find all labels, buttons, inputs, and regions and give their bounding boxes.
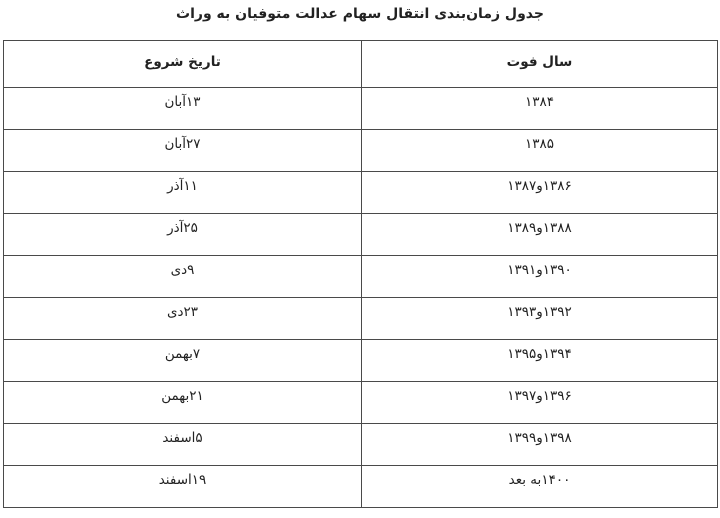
death-year-cell: ۱۳۹۶و۱۳۹۷ (362, 382, 718, 424)
table-row (4, 256, 718, 298)
death-year-cell: ۱۳۸۸و۱۳۸۹ (362, 214, 718, 256)
start-date-cell: ۲۵آذر (4, 214, 362, 256)
start-date-cell: ۹دی (4, 256, 362, 298)
start-date-cell: ۷بهمن (4, 340, 362, 382)
death-year-cell: ۱۴۰۰به بعد (362, 466, 718, 508)
start-date-cell: ۲۷آبان (4, 130, 362, 172)
death-year-cell: ۱۳۸۴ (362, 88, 718, 130)
start-date-cell: ۵اسفند (4, 424, 362, 466)
start-date-cell: ۱۹اسفند (4, 466, 362, 508)
death-year-cell: ۱۳۸۶و۱۳۸۷ (362, 172, 718, 214)
start-date-cell: ۲۱بهمن (4, 382, 362, 424)
column-header-death-year: سال فوت (362, 41, 718, 88)
death-year-cell: ۱۳۹۲و۱۳۹۳ (362, 298, 718, 340)
schedule-table (3, 40, 718, 508)
table-row (4, 172, 718, 214)
table-row (4, 382, 718, 424)
start-date-cell: ۱۳آبان (4, 88, 362, 130)
table-row (4, 130, 718, 172)
table-header-row (4, 41, 718, 88)
column-header-start-date: تاریخ شروع (4, 41, 362, 88)
death-year-cell: ۱۳۹۸و۱۳۹۹ (362, 424, 718, 466)
table-row (4, 424, 718, 466)
start-date-cell: ۱۱آذر (4, 172, 362, 214)
table-row (4, 88, 718, 130)
death-year-cell: ۱۳۸۵ (362, 130, 718, 172)
table-row (4, 214, 718, 256)
table-row (4, 298, 718, 340)
table-row (4, 340, 718, 382)
page-title: جدول زمان‌بندی انتقال سهام عدالت متوفیان به وراث (176, 6, 544, 22)
death-year-cell: ۱۳۹۰و۱۳۹۱ (362, 256, 718, 298)
start-date-cell: ۲۳دی (4, 298, 362, 340)
table-row (4, 466, 718, 508)
death-year-cell: ۱۳۹۴و۱۳۹۵ (362, 340, 718, 382)
